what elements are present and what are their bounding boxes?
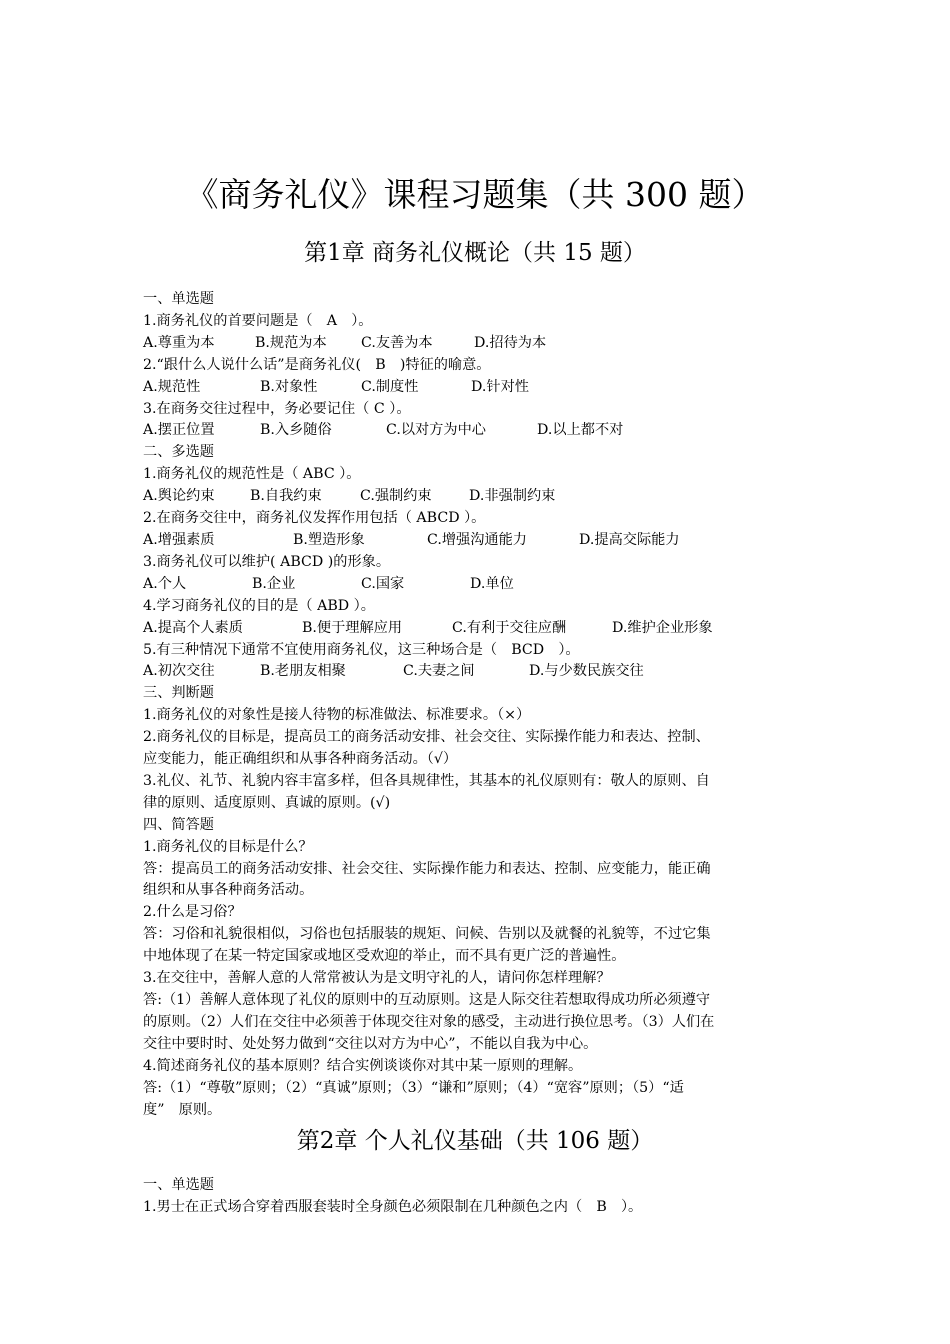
option: C.增强沟通能力 <box>427 531 527 548</box>
question-text: 3.商务礼仪可以维护( ABCD )的形象。 <box>143 553 391 570</box>
option: B.对象性 <box>260 378 318 395</box>
option: B.塑造形象 <box>293 531 365 548</box>
chapter-1-heading: 第1章 商务礼仪概论（共 15 题） <box>304 240 646 266</box>
question-text: 5.有三种情况下通常不宜使用商务礼仪，这三种场合是（ BCD ）。 <box>143 641 580 658</box>
question-text: 1.商务礼仪的目标是什么？ <box>143 838 313 855</box>
option: A.摆正位置 <box>143 422 215 439</box>
option: C.制度性 <box>361 378 419 395</box>
answer-text: 答：习俗和礼貌很相似，习俗也包括服装的规矩、问候、告别以及就餐的礼貌等，不过它集 <box>143 926 711 943</box>
question-options <box>143 618 811 640</box>
section-heading: 二、多选题 <box>143 444 214 461</box>
question-text: 2.“跟什么人说什么话”是商务礼仪( B )特征的喻意。 <box>143 356 491 373</box>
option: D.招待为本 <box>474 334 547 351</box>
chapter-2-heading: 第2章 个人礼仪基础（共 106 题） <box>296 1128 654 1154</box>
document-title: 《商务礼仪》课程习题集（共 300 题） <box>185 175 765 214</box>
section-heading: 一、单选题 <box>143 1177 214 1193</box>
section-heading: 三、判断题 <box>143 685 214 702</box>
option: C.友善为本 <box>361 334 433 351</box>
question-text: 1.商务礼仪的对象性是接人待物的标准做法、标准要求。（×） <box>143 707 531 724</box>
option: C.夫妻之间 <box>403 663 475 680</box>
question-text: 2.在商务交往中，商务礼仪发挥作用包括（ ABCD ）。 <box>143 510 486 527</box>
question-text: 3.礼仪、礼节、礼貌内容丰富多样，但各具规律性，其基本的礼仪原则有：敬人的原则、自 <box>143 772 710 789</box>
question-text: 律的原则、适度原则、真诚的原则。(√) <box>143 794 391 811</box>
option: C.有利于交往应酬 <box>452 619 567 636</box>
question-options <box>143 420 811 442</box>
chapter-1-content <box>143 289 811 1121</box>
option: A.提高个人素质 <box>143 619 243 636</box>
question-options <box>143 574 811 596</box>
answer-text: 交往中要时时、处处努力做到“交往以对方为中心”，不能以自我为中心。 <box>143 1035 598 1052</box>
question-options <box>143 486 811 508</box>
answer-text: 中地体现了在某一特定国家或地区受欢迎的举止，而不具有更广泛的普遍性。 <box>143 948 626 965</box>
option: D.单位 <box>470 575 514 592</box>
answer-text: 答:（1）“尊敬”原则；（2）“真诚”原则；（3）“谦和”原则；（4）“宽容”原则；（5）“适 <box>143 1079 684 1096</box>
question-text: 3.在商务交往过程中，务必要记住（ C ）。 <box>143 400 411 417</box>
option: C.国家 <box>361 575 405 592</box>
question-text: 应变能力，能正确组织和从事各种商务活动。（√） <box>143 751 458 768</box>
option: A.尊重为本 <box>143 334 215 351</box>
option: C.以对方为中心 <box>386 422 486 439</box>
chapter-2-content <box>143 1175 811 1219</box>
question-text: 2.商务礼仪的目标是，提高员工的商务活动安排、社会交往、实际操作能力和表达、控制、 <box>143 729 710 746</box>
option: D.针对性 <box>471 378 529 395</box>
option: A.个人 <box>143 575 187 592</box>
option: B.便于理解应用 <box>302 619 403 636</box>
option: A.规范性 <box>143 378 201 395</box>
option: A.初次交往 <box>143 663 215 680</box>
question-options <box>143 530 811 552</box>
question-text: 2.什么是习俗？ <box>143 904 242 921</box>
question-text: 4.学习商务礼仪的目的是（ ABD ）。 <box>143 597 375 614</box>
question-text: 1.商务礼仪的首要问题是（ A ）。 <box>143 312 373 329</box>
option: B.规范为本 <box>255 334 327 351</box>
option: B.入乡随俗 <box>260 422 332 439</box>
option: D.与少数民族交往 <box>529 663 644 680</box>
answer-text: 度” 原则。 <box>143 1101 222 1118</box>
question-text: 3.在交往中，善解人意的人常常被认为是文明守礼的人，请问你怎样理解？ <box>143 970 611 987</box>
section-heading: 四、简答题 <box>143 816 214 833</box>
question-options <box>143 377 811 399</box>
option: A.舆论约束 <box>143 488 215 505</box>
option: B.老朋友相聚 <box>260 663 346 680</box>
option: D.维护企业形象 <box>612 619 713 636</box>
question-text: 4.简述商务礼仪的基本原则？结合实例谈谈你对其中某一原则的理解。 <box>143 1057 583 1074</box>
question-options <box>143 333 811 355</box>
option: A.增强素质 <box>143 531 215 548</box>
answer-text: 的原则。（2）人们在交往中必须善于体现交往对象的感受，主动进行换位思考。（3）人们在 <box>143 1013 715 1030</box>
section-heading: 一、单选题 <box>143 291 214 307</box>
question-options <box>143 661 811 683</box>
answer-text: 答:（1）善解人意体现了礼仪的原则中的互动原则。这是人际交往若想取得成功所必须遵守 <box>143 992 711 1008</box>
question-text: 1.商务礼仪的规范性是（ ABC ）。 <box>143 466 361 483</box>
option: D.以上都不对 <box>537 422 624 439</box>
question-text: 1.男士在正式场合穿着西服套装时全身颜色必须限制在几种颜色之内（ B ）。 <box>143 1198 643 1215</box>
answer-text: 答：提高员工的商务活动安排、社会交往、实际操作能力和表达、控制、应变能力，能正确 <box>143 860 711 877</box>
option: C.强制约束 <box>360 488 432 505</box>
option: B.自我约束 <box>250 488 322 505</box>
option: D.非强制约束 <box>469 488 556 505</box>
option: D.提高交际能力 <box>579 531 680 548</box>
answer-text: 组织和从事各种商务活动。 <box>143 882 314 899</box>
option: B.企业 <box>252 575 296 592</box>
